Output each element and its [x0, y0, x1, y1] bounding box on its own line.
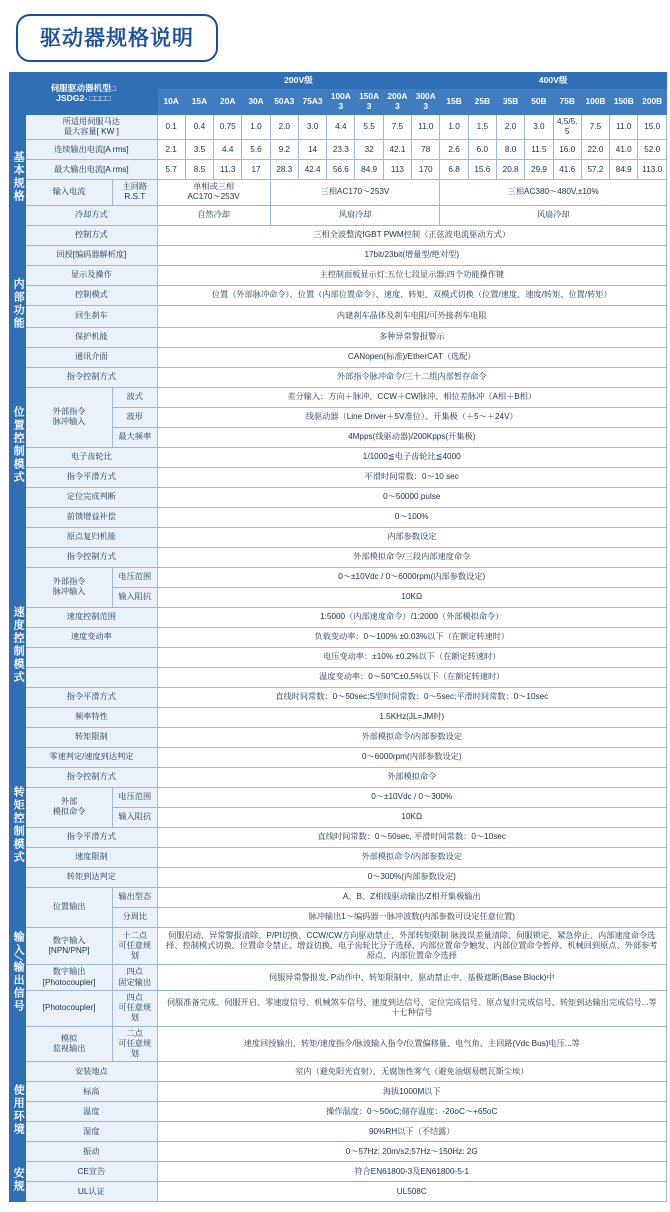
spec-value: 4.4: [327, 114, 355, 140]
spec-value: 113.0: [638, 160, 667, 180]
table-row: [10, 1162, 667, 1182]
spec-value: 17bit/23bit(增量型/绝对型): [157, 245, 666, 265]
spec-value: 平滑时间常数：0～10 sec: [157, 467, 666, 487]
spec-value: 0.4: [185, 114, 213, 140]
spec-value: 1:5000（内部速度命令）/1:2000（外部模拟命令）: [157, 607, 666, 627]
spec-value: 0～50000 pulse: [157, 487, 666, 507]
row-label: 回生刹车: [26, 305, 157, 327]
model-code: 200B: [638, 88, 667, 114]
table-row: [10, 1142, 667, 1162]
spec-value: 0.75: [214, 114, 242, 140]
row-label: 模拟 监视输出: [26, 1026, 113, 1062]
table-row: [10, 245, 667, 265]
spec-value: 位置（外部脉冲命令）、位置（内部位置命令）、速度、转矩、双模式切换（位置/速度、速度/转矩、位置/转矩）: [157, 285, 666, 305]
row-label: 电子齿轮比: [26, 447, 157, 467]
spec-value: 速度回授输出、转矩/速度指令/脉波输入指令/位置偏移量、电气角、主回路(Vdc Bus)电压...等: [157, 1026, 666, 1062]
spec-value: 2.0: [270, 114, 298, 140]
page-title-wrap: [6, 0, 664, 72]
spec-value: 32: [355, 140, 383, 160]
row-label: 速度变动率: [26, 627, 157, 647]
row-label: 外部指令 脉冲输入: [26, 387, 113, 447]
table-row: [10, 467, 667, 487]
row-label: 外部 模拟命令: [26, 787, 113, 827]
voltage-group-header: 200V级: [157, 73, 440, 89]
model-code: 10A: [157, 88, 185, 114]
spec-value: 海拔1000M以下: [157, 1082, 666, 1102]
row-label: 安装地点: [26, 1062, 157, 1082]
spec-value: 11.0: [412, 114, 440, 140]
spec-value: 3.5: [185, 140, 213, 160]
section-label: 速度控制模式: [10, 527, 26, 767]
table-row: [10, 707, 667, 727]
spec-value: 3.0: [298, 114, 326, 140]
table-row: [10, 887, 667, 907]
table-row: [10, 140, 667, 160]
section-label: 内部功能: [10, 245, 26, 367]
spec-value: 外部模拟命令/三段内部速度命令: [157, 547, 666, 567]
spec-value: 三相全波整流IGBT PWM控制（正弦波电流驱动方式）: [157, 225, 666, 245]
row-label: 转矩到达判定: [26, 867, 157, 887]
spec-value: 170: [412, 160, 440, 180]
table-row: [10, 687, 667, 707]
row-label: 指令平滑方式: [26, 687, 157, 707]
spec-value: 外部模拟命令/内部参数设定: [157, 727, 666, 747]
row-sublabel: 分周比: [113, 907, 157, 927]
model-code: 25B: [468, 88, 496, 114]
spec-value: 1.5: [468, 114, 496, 140]
table-row: [10, 867, 667, 887]
spec-value: 4.4: [214, 140, 242, 160]
spec-value: 5.7: [157, 160, 185, 180]
row-label: 标高: [26, 1082, 157, 1102]
row-sublabel: 电压范围: [113, 567, 157, 587]
spec-value: 8.5: [185, 160, 213, 180]
row-label: 转矩限制: [26, 727, 157, 747]
spec-value: 52.0: [638, 140, 667, 160]
spec-value: 16.0: [553, 140, 581, 160]
spec-value: 28.3: [270, 160, 298, 180]
voltage-group-header: 400V级: [440, 73, 667, 89]
spec-value: 直线时间常数：0～50sec, 平滑时间常数：0～10sec: [157, 827, 666, 847]
spec-value: 0～±10Vdc / 0～300%: [157, 787, 666, 807]
row-sublabel: 十二点 可任意规划: [113, 927, 157, 965]
row-label: 振动: [26, 1142, 157, 1162]
row-label-continuation: [26, 647, 157, 667]
spec-value: 42.1: [383, 140, 411, 160]
table-row: [10, 225, 667, 245]
table-row: [10, 1182, 667, 1202]
spec-value: 7.5: [383, 114, 411, 140]
row-label: 前馈增益补偿: [26, 507, 157, 527]
row-label: 输入电流: [26, 180, 113, 206]
row-label: 保护机能: [26, 327, 157, 347]
row-label: 指令平滑方式: [26, 467, 157, 487]
section-label: 位置控制模式: [10, 367, 26, 527]
row-sublabel: 四点 可任意规划: [113, 990, 157, 1026]
spec-value: 0～±10Vdc / 0～6000rpm(内部参数设定): [157, 567, 666, 587]
row-label: 位置输出: [26, 887, 113, 927]
row-label: 速度控制范围: [26, 607, 157, 627]
row-label: 冷却方式: [26, 205, 157, 225]
spec-value: 线驱动器（Line Driver＋5V准位）、开集极（＋5～＋24V）: [157, 407, 666, 427]
spec-value: 29.9: [525, 160, 553, 180]
row-label: 定位完成判断: [26, 487, 157, 507]
table-row: [10, 387, 667, 407]
table-row: [10, 927, 667, 965]
spec-value: 78: [412, 140, 440, 160]
section-label: 转矩控制模式: [10, 767, 26, 887]
table-row: [10, 827, 667, 847]
row-label: 温度: [26, 1102, 157, 1122]
spec-value: 1/1000≦电子齿轮比≦4000: [157, 447, 666, 467]
spec-value: 三相AC170～253V: [270, 180, 440, 206]
row-label: 最大输出电流[A rms]: [26, 160, 157, 180]
table-row: [10, 647, 667, 667]
spec-value: 2.6: [440, 140, 468, 160]
row-sublabel: 输入阻抗: [113, 587, 157, 607]
spec-value: UL508C: [157, 1182, 666, 1202]
spec-value: 6.0: [468, 140, 496, 160]
row-label: 回授[编码器解析度]: [26, 245, 157, 265]
model-code: 150A3: [355, 88, 383, 114]
spec-value: 电压变动率：±10% ±0.2%以下（在额定转速时）: [157, 647, 666, 667]
spec-value: 11.5: [525, 140, 553, 160]
row-label: 指令控制方式: [26, 367, 157, 387]
spec-value: 外部模拟命令/内部参数设定: [157, 847, 666, 867]
spec-value: 室内（避免阳光直射），无腐蚀性雾气（避免油烟易燃瓦斯尘埃）: [157, 1062, 666, 1082]
table-row: [10, 1122, 667, 1142]
row-sublabel: 波式: [113, 387, 157, 407]
row-label: 所适用伺服马达 最大容量[ KW ]: [26, 114, 157, 140]
table-row: [10, 305, 667, 327]
spec-value: 0～100%: [157, 507, 666, 527]
row-label: 控制方式: [26, 225, 157, 245]
row-sublabel: 波形: [113, 407, 157, 427]
table-row: [10, 1102, 667, 1122]
row-label: CE宣告: [26, 1162, 157, 1182]
spec-value: 2.0: [496, 114, 524, 140]
row-label: 通讯介面: [26, 347, 157, 367]
spec-value: 伺服异常警报发, P动作中、转矩限制中、驱动禁止中、基极遮断(Base Block)中: [157, 965, 666, 991]
model-code: 50B: [525, 88, 553, 114]
row-label: 控制模式: [26, 285, 157, 305]
model-code: 15B: [440, 88, 468, 114]
table-row: [10, 327, 667, 347]
row-label: 原点复归机能: [26, 527, 157, 547]
spec-value: 直线时间常数：0～50sec;S型时间常数：0～5sec;平滑时间常数：0～10sec: [157, 687, 666, 707]
table-row: [10, 347, 667, 367]
spec-value: 41.0: [610, 140, 638, 160]
page-title: 驱动器规格说明: [40, 27, 194, 50]
spec-value: 负载变动率：0～100% ±0.03%以下（在额定转速时）: [157, 627, 666, 647]
spec-value: 90%RH以下（不结露）: [157, 1122, 666, 1142]
spec-value: 外部指令脉冲命令/三十二组内部暂存命令: [157, 367, 666, 387]
spec-value: 6.8: [440, 160, 468, 180]
section-label: 安规: [10, 1162, 26, 1202]
spec-value: 10KΩ: [157, 807, 666, 827]
spec-value: 17: [242, 160, 270, 180]
table-row: [10, 114, 667, 140]
spec-value: 20.8: [496, 160, 524, 180]
spec-value: 自然冷却: [157, 205, 270, 225]
table-row: [10, 1026, 667, 1062]
spec-value: CANopen(标准)/EtherCAT（选配）: [157, 347, 666, 367]
spec-value: 11.3: [214, 160, 242, 180]
spec-value: 主控制面板显示灯;五位七段显示器;四个功能操作键: [157, 265, 666, 285]
model-code: 100A3: [327, 88, 355, 114]
spec-value: 84.9: [355, 160, 383, 180]
spec-value: 操作温度：0～50oC;储存温度：-20oC～+65oC: [157, 1102, 666, 1122]
spec-value: 1.0: [440, 114, 468, 140]
spec-value: 5.6: [242, 140, 270, 160]
spec-value: A、B、Z相线驱动输出/Z相开集极输出: [157, 887, 666, 907]
spec-table: [9, 72, 667, 1202]
spec-value: 41.6: [553, 160, 581, 180]
spec-value: 4.5/5.5: [553, 114, 581, 140]
table-row: [10, 767, 667, 787]
spec-value: 多种异常警报警示: [157, 327, 666, 347]
row-label: 显示及操作: [26, 265, 157, 285]
model-header: 伺服驱动器机型□ JSDG2- □□□□: [10, 73, 158, 115]
spec-value: 11.0: [610, 114, 638, 140]
table-row: [10, 727, 667, 747]
model-code: 150B: [610, 88, 638, 114]
model-code: 100B: [581, 88, 609, 114]
model-code: 75B: [553, 88, 581, 114]
spec-value: 1.0: [242, 114, 270, 140]
table-row: [10, 265, 667, 285]
row-label: 零速判定/速度到达判定: [26, 747, 157, 767]
table-row: [10, 547, 667, 567]
model-code: 50A3: [270, 88, 298, 114]
table-row: [10, 447, 667, 467]
row-label: 指令控制方式: [26, 767, 157, 787]
spec-value: 22.0: [581, 140, 609, 160]
spec-value: 10KΩ: [157, 587, 666, 607]
row-label: 湿度: [26, 1122, 157, 1142]
spec-value: 风扇冷却: [270, 205, 440, 225]
row-sublabel: 主回路 R.S.T: [113, 180, 157, 206]
row-label: 数字输入 [NPN/PNP]: [26, 927, 113, 965]
table-row: [10, 990, 667, 1026]
spec-value: 单相或三相 AC170～253V: [157, 180, 270, 206]
table-row: [10, 567, 667, 587]
spec-value: 9.2: [270, 140, 298, 160]
table-row: [10, 527, 667, 547]
spec-value: 外部模拟命令: [157, 767, 666, 787]
table-row: [10, 507, 667, 527]
spec-value: 2.1: [157, 140, 185, 160]
spec-value: 42.4: [298, 160, 326, 180]
row-sublabel: 四点 固定输出: [113, 965, 157, 991]
spec-value: 内建刹车晶体及刹车电阻/可外接刹车电阻: [157, 305, 666, 327]
spec-value: 三相AC380～480V,±10%: [440, 180, 667, 206]
row-label: 指令平滑方式: [26, 827, 157, 847]
spec-value: 1.5KHz(JL=JM时): [157, 707, 666, 727]
table-row: [10, 627, 667, 647]
row-label: 频率特性: [26, 707, 157, 727]
table-row: [10, 1082, 667, 1102]
spec-value: 14: [298, 140, 326, 160]
row-label: 连续输出电流[A rms]: [26, 140, 157, 160]
spec-value: 7.5: [581, 114, 609, 140]
row-label: 指令控制方式: [26, 547, 157, 567]
spec-value: 风扇冷却: [440, 205, 667, 225]
row-sublabel: 输入阻抗: [113, 807, 157, 827]
spec-value: 伺服启动、异常警报清除、P/PI切换、CCW/CW方向驱动禁止、外部转矩限制 脉波误差量清除、伺服锁定、紧急停止、内部速度命令选择、控制模式切换、位置命令禁止、增益切换、电子齿轮比分子选择、内部位置命令触发、内部位置命令暂停、机械回到原点、外部参考原点、内部位置命令选择: [157, 927, 666, 965]
spec-value: 脉冲输出1～编码器一脉冲波数(内部参数可设定任意位置): [157, 907, 666, 927]
table-row: [10, 747, 667, 767]
spec-value: 4Mpps(线驱动器)/200Kpps(开集极): [157, 427, 666, 447]
row-label: UL认证: [26, 1182, 157, 1202]
table-row: [10, 667, 667, 687]
spec-value: 113: [383, 160, 411, 180]
spec-value: 0～300%(内部参数设定): [157, 867, 666, 887]
section-label: 输入∕输出信号: [10, 887, 26, 1062]
table-row: [10, 787, 667, 807]
spec-value: 0.1: [157, 114, 185, 140]
spec-value: 15.6: [468, 160, 496, 180]
row-label: 数字输出 [Photocoupler]: [26, 965, 113, 991]
spec-value: 57.2: [581, 160, 609, 180]
table-header-row: [10, 73, 667, 89]
spec-value: 23.3: [327, 140, 355, 160]
section-label: 基本规格: [10, 114, 26, 245]
table-row: [10, 285, 667, 305]
model-code: 30A: [242, 88, 270, 114]
table-row: [10, 847, 667, 867]
model-code: 75A3: [298, 88, 326, 114]
row-sublabel: 最大频率: [113, 427, 157, 447]
table-row: [10, 160, 667, 180]
model-code: 20A: [214, 88, 242, 114]
spec-value: 15.0: [638, 114, 667, 140]
spec-value: 符合EN61800-3及EN61800-5-1: [157, 1162, 666, 1182]
table-row: [10, 607, 667, 627]
table-row: [10, 205, 667, 225]
spec-value: 0～6000rpm(内部参数设定): [157, 747, 666, 767]
model-code: 35B: [496, 88, 524, 114]
table-row: [10, 965, 667, 991]
spec-value: 84.9: [610, 160, 638, 180]
model-code: 300A3: [412, 88, 440, 114]
spec-value: 0～57Hz: 20m/s2;57Hz～150Hz: 2G: [157, 1142, 666, 1162]
spec-value: 温度变动率：0～50℃±0.5%以下（在额定转速时）: [157, 667, 666, 687]
table-row: [10, 487, 667, 507]
table-row: [10, 1062, 667, 1082]
row-sublabel: 输出型态: [113, 887, 157, 907]
row-sublabel: 电压范围: [113, 787, 157, 807]
spec-value: 56.6: [327, 160, 355, 180]
row-label-continuation: [26, 667, 157, 687]
row-label: [Photocoupler]: [26, 990, 113, 1026]
table-row: [10, 180, 667, 206]
row-sublabel: 二点 可任意规划: [113, 1026, 157, 1062]
spec-value: 差分输入：方向＋脉冲、CCW＋CW脉冲、相位差脉冲（A相＋B相）: [157, 387, 666, 407]
row-label: 速度限制: [26, 847, 157, 867]
page-title-box: [16, 14, 218, 62]
spec-value: 8.0: [496, 140, 524, 160]
row-label: 外部指令 脉冲输入: [26, 567, 113, 607]
table-row: [10, 367, 667, 387]
spec-value: 3.0: [525, 114, 553, 140]
spec-value: 5.5: [355, 114, 383, 140]
model-code: 15A: [185, 88, 213, 114]
section-label: 使用环境: [10, 1062, 26, 1162]
spec-value: 伺服准备完成、伺服开启、零速度信号、机械煞车信号、速度到达信号、定位完成信号、原点复归完成信号、转矩到达输出完成信号...等十七种信号: [157, 990, 666, 1026]
spec-value: 内部参数设定: [157, 527, 666, 547]
model-code: 200A3: [383, 88, 411, 114]
